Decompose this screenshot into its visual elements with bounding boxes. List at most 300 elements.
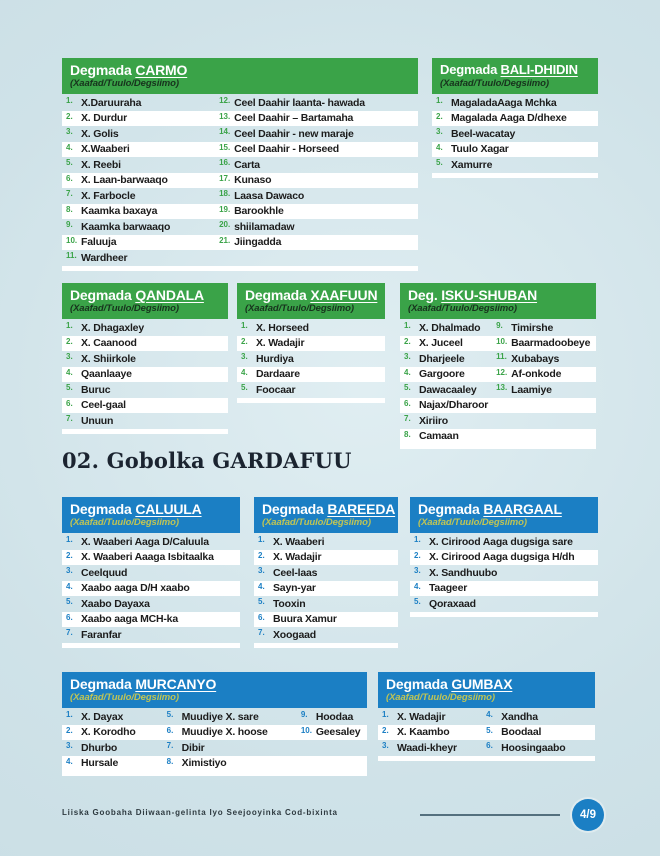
list-item <box>62 613 240 625</box>
list-row <box>400 429 596 445</box>
item-number: 1. <box>66 710 73 720</box>
item-name: Xandha <box>501 710 538 723</box>
list-item <box>62 112 215 124</box>
list-item <box>163 711 297 723</box>
item-number: 6. <box>404 399 411 408</box>
list-item <box>482 742 595 754</box>
list-row <box>432 126 598 142</box>
item-number: 3. <box>382 741 389 751</box>
item-name: X.Waaberi <box>81 143 130 156</box>
item-number: 2. <box>382 726 389 735</box>
item-number: 1. <box>66 96 73 106</box>
item-name: Qoraxaad <box>429 597 476 610</box>
section-qandala <box>62 283 228 434</box>
item-name: Jiingadda <box>234 236 282 249</box>
section-title: Degmada MURCANYO <box>70 676 217 692</box>
item-number: 6. <box>66 399 73 408</box>
list-item <box>62 399 228 411</box>
item-number: 12. <box>219 96 231 106</box>
item-name: X. Waaberi Aaaga Isbitaalka <box>81 551 214 564</box>
list-item <box>62 190 215 202</box>
list-row <box>254 612 398 628</box>
section-bali-dhidin <box>432 58 598 178</box>
list-item <box>62 536 240 548</box>
item-name: Muudiye X. sare <box>181 710 259 723</box>
item-name: Buura Xamur <box>273 613 337 626</box>
item-number: 3. <box>66 352 73 362</box>
item-name: Geesaley <box>315 726 361 739</box>
list-item <box>237 353 385 365</box>
item-name: Muudiye X. hoose <box>181 726 268 739</box>
list-item <box>410 598 598 610</box>
list-row <box>400 336 596 352</box>
item-name: X.Daruuraha <box>81 96 142 109</box>
item-number: 7. <box>66 414 73 424</box>
item-name: Hursale <box>81 757 119 770</box>
item-number: 4. <box>436 143 443 152</box>
section-bareeda-list <box>254 534 398 648</box>
list-item <box>62 384 228 396</box>
item-name: Beel-wacatay <box>451 127 516 140</box>
list-row <box>62 204 418 220</box>
list-item <box>62 159 215 171</box>
section-bareeda <box>254 497 398 648</box>
list-item <box>62 711 163 723</box>
item-name: Barookhle <box>234 205 284 218</box>
list-item <box>492 384 596 396</box>
item-name: Qaanlaaye <box>81 368 132 381</box>
list-row <box>62 756 367 772</box>
section-subtitle: (Xaafad/Tuulo/Degsiimo) <box>262 517 371 528</box>
list-item <box>410 582 598 594</box>
item-number: 20. <box>219 220 231 230</box>
list-row <box>62 627 240 643</box>
item-number: 1. <box>404 321 411 331</box>
list-item <box>62 353 228 365</box>
item-name: X. Waaberi Aaga D/Caluula <box>81 535 209 548</box>
item-number: 10. <box>66 236 78 245</box>
list-item <box>62 757 163 769</box>
item-number: 11. <box>66 251 77 261</box>
section-caluula-list <box>62 534 240 648</box>
item-name: X. Wadajir <box>256 337 305 350</box>
item-name: Xaabo Dayaxa <box>81 597 150 610</box>
item-number: 5. <box>66 597 73 607</box>
list-item <box>62 415 228 427</box>
section-baargaal-list <box>410 534 598 617</box>
list-row <box>237 367 385 383</box>
list-item <box>215 159 418 171</box>
list-item <box>410 551 598 563</box>
item-number: 9. <box>300 710 308 720</box>
section-subtitle: (Xaafad/Tuulo/Degsiimo) <box>70 78 179 89</box>
item-number: 14. <box>219 127 231 137</box>
item-number: 6. <box>486 741 493 751</box>
item-name: X. Farbocle <box>81 189 136 202</box>
list-item <box>254 582 398 594</box>
section-title: Degmada CARMO <box>70 62 188 78</box>
item-number: 13. <box>219 112 231 121</box>
item-name: X. Waaberi <box>273 535 325 548</box>
list-row <box>62 740 367 756</box>
item-name: Carta <box>234 158 260 171</box>
section-isku-shuban-header <box>400 283 596 319</box>
item-name: X. Dayax <box>81 710 124 723</box>
list-row <box>432 111 598 127</box>
item-number: 21. <box>219 236 231 245</box>
item-number: 4. <box>404 368 411 377</box>
section-xaafuun-header <box>237 283 385 319</box>
section-subtitle: (Xaafad/Tuulo/Degsiimo) <box>386 692 495 703</box>
item-name: X. Wadajir <box>397 710 446 723</box>
item-number: 3. <box>66 741 73 751</box>
section-subtitle: (Xaafad/Tuulo/Degsiimo) <box>70 303 179 314</box>
item-name: shiilamadaw <box>234 220 295 233</box>
list-row <box>237 351 385 367</box>
item-number: 2. <box>66 726 73 735</box>
list-item <box>62 629 240 641</box>
section-carmo-list <box>62 95 418 271</box>
list-item <box>400 337 492 349</box>
list-row <box>254 581 398 597</box>
item-name: Kaamka baxaya <box>81 205 158 218</box>
item-name: Xiriiro <box>419 414 448 427</box>
list-item <box>62 252 215 264</box>
list-row <box>62 581 240 597</box>
item-number: 4. <box>414 582 421 591</box>
section-carmo <box>62 58 418 271</box>
item-number: 2. <box>241 337 248 346</box>
list-item <box>62 97 215 109</box>
section-murcanyo <box>62 672 367 776</box>
list-item <box>215 221 418 233</box>
item-number: 3. <box>414 566 421 576</box>
item-number: 2. <box>258 551 265 560</box>
list-row <box>410 534 598 550</box>
list-item <box>400 430 492 442</box>
list-item <box>492 368 596 380</box>
section-subtitle: (Xaafad/Tuulo/Degsiimo) <box>408 303 517 314</box>
list-item <box>62 726 163 738</box>
list-item <box>62 128 215 140</box>
item-name: X. Reebi <box>81 158 121 171</box>
page-number-badge: 4/9 <box>572 799 604 831</box>
section-qandala-list <box>62 320 228 434</box>
section-baargaal-header <box>410 497 598 533</box>
list-row <box>62 336 228 352</box>
list-row <box>254 596 398 612</box>
list-item <box>254 598 398 610</box>
list-item <box>237 322 385 334</box>
list-item <box>62 174 215 186</box>
item-number: 7. <box>66 189 73 199</box>
section-title: Degmada QANDALA <box>70 287 204 303</box>
list-item <box>297 711 367 723</box>
list-item <box>254 629 398 641</box>
list-row <box>62 219 418 235</box>
section-murcanyo-list <box>62 709 367 776</box>
item-name: Faluuja <box>81 236 117 249</box>
footer-divider <box>420 814 560 816</box>
list-row <box>400 351 596 367</box>
list-item <box>400 399 492 411</box>
list-item <box>378 726 482 738</box>
item-name: Ceel-gaal <box>81 399 126 412</box>
list-row <box>62 367 228 383</box>
item-number: 2. <box>66 112 73 121</box>
item-number: 5. <box>66 383 73 393</box>
list-item <box>215 236 418 248</box>
section-gumbax-header <box>378 672 595 708</box>
item-number: 1. <box>414 535 421 545</box>
section-subtitle: (Xaafad/Tuulo/Degsiimo) <box>70 517 179 528</box>
list-item <box>492 337 596 349</box>
list-row <box>62 398 228 414</box>
item-name: Buruc <box>81 383 111 396</box>
list-row <box>378 740 595 756</box>
section-subtitle: (Xaafad/Tuulo/Degsiimo) <box>70 692 179 703</box>
list-row <box>410 581 598 597</box>
item-number: 3. <box>436 127 443 137</box>
item-number: 7. <box>66 628 73 638</box>
list-item <box>400 368 492 380</box>
item-name: Ceel Daahir laanta- hawada <box>234 96 365 109</box>
list-row <box>237 336 385 352</box>
item-number: 4. <box>241 368 248 377</box>
list-item <box>237 337 385 349</box>
list-row <box>62 188 418 204</box>
item-name: Ceel Daahir - new maraje <box>234 127 354 140</box>
section-caluula-header <box>62 497 240 533</box>
list-row <box>62 596 240 612</box>
list-item <box>400 415 492 427</box>
list-row <box>62 320 228 336</box>
item-name: Hoodaa <box>315 710 354 723</box>
region-title-gardafuu: 02. Gobolka GARDAFUU <box>62 448 352 473</box>
list-row <box>62 351 228 367</box>
list-item <box>62 551 240 563</box>
item-name: X. Cirirood Aaga dugsiga sare <box>429 535 573 548</box>
item-name: X. Kaambo <box>397 726 450 739</box>
item-name: Boodaal <box>501 726 542 739</box>
item-name: Ceel-laas <box>273 566 318 579</box>
section-xaafuun <box>237 283 385 403</box>
item-number: 12. <box>496 368 508 377</box>
section-title: Degmada CALUULA <box>70 501 202 517</box>
item-number: 8. <box>404 430 411 439</box>
item-name: X. Cirirood Aaga dugsiga H/dh <box>429 551 575 564</box>
item-name: Magalada Aaga D/dhexe <box>451 112 567 125</box>
item-number: 16. <box>219 158 231 168</box>
list-item <box>163 757 297 769</box>
item-number: 8. <box>166 757 174 766</box>
item-name: Laamiye <box>511 383 552 396</box>
item-number: 4. <box>66 582 73 591</box>
item-name: Waadi-kheyr <box>397 741 457 754</box>
list-item <box>215 112 418 124</box>
item-name: Dawacaaley <box>419 383 477 396</box>
list-item <box>215 97 418 109</box>
item-number: 9. <box>496 321 503 331</box>
item-name: Wardheer <box>81 251 128 264</box>
item-number: 5. <box>66 158 73 168</box>
item-number: 3. <box>404 352 411 362</box>
item-name: Camaan <box>419 430 459 443</box>
item-name: X. Wadajir <box>273 551 322 564</box>
list-row <box>62 612 240 628</box>
list-row <box>432 95 598 111</box>
item-name: X. Durdur <box>81 112 128 125</box>
item-number: 18. <box>219 189 231 199</box>
section-title: Degmada BALI-DHIDIN <box>440 62 578 77</box>
item-number: 6. <box>66 174 73 183</box>
list-item <box>254 613 398 625</box>
section-murcanyo-header <box>62 672 367 708</box>
item-number: 1. <box>66 321 73 331</box>
list-item <box>215 205 418 217</box>
list-row <box>432 142 598 158</box>
item-number: 5. <box>241 383 248 393</box>
item-name: X. Golis <box>81 127 119 140</box>
item-name: X. Horseed <box>256 321 309 334</box>
item-number: 10. <box>496 337 508 346</box>
section-qandala-header <box>62 283 228 319</box>
item-name: Gargoore <box>419 368 465 381</box>
section-carmo-header <box>62 58 418 94</box>
item-number: 5. <box>414 597 421 607</box>
list-row <box>254 565 398 581</box>
item-name: Ceelquud <box>81 566 128 579</box>
item-name: Ceel Daahir - Horseed <box>234 143 340 156</box>
list-row <box>62 173 418 189</box>
item-name: Dharjeele <box>419 352 465 365</box>
item-name: Najax/Dharoor <box>419 399 489 412</box>
list-item <box>254 536 398 548</box>
list-row <box>62 157 418 173</box>
item-number: 6. <box>258 613 265 622</box>
section-bali-dhidin-list <box>432 95 598 178</box>
item-name: Laasa Dawaco <box>234 189 305 202</box>
item-number: 9. <box>66 220 73 230</box>
section-title: Degmada BAARGAAL <box>418 501 562 517</box>
item-number: 3. <box>66 566 73 576</box>
footer-caption: Liiska Goobaha Diiwaan-gelinta Iyo Seejooyinka Cod-bixinta <box>62 808 338 817</box>
item-number: 1. <box>382 710 389 720</box>
list-item <box>482 726 595 738</box>
item-number: 5. <box>404 383 411 393</box>
item-name: Xaabo aaga D/H xaabo <box>81 582 190 595</box>
item-number: 2. <box>414 551 421 560</box>
list-row <box>62 550 240 566</box>
item-name: X. Caanood <box>81 337 137 350</box>
list-item <box>254 567 398 579</box>
list-row <box>62 250 418 266</box>
item-number: 6. <box>66 613 73 622</box>
section-gumbax <box>378 672 595 761</box>
list-item <box>62 205 215 217</box>
list-row <box>410 565 598 581</box>
list-item <box>378 711 482 723</box>
list-row <box>400 367 596 383</box>
item-name: MagaladaAaga Mchka <box>451 96 557 109</box>
list-item <box>400 322 492 334</box>
item-name: Foocaar <box>256 383 296 396</box>
list-item <box>432 112 598 124</box>
list-item <box>410 536 598 548</box>
list-item <box>62 221 215 233</box>
list-item <box>237 368 385 380</box>
list-row <box>237 320 385 336</box>
item-name: Baarmadoobeye <box>511 337 591 350</box>
list-item <box>400 353 492 365</box>
list-item <box>492 353 596 365</box>
item-name: Kunaso <box>234 174 272 187</box>
item-number: 4. <box>258 582 265 591</box>
item-name: Ceel Daahir – Bartamaha <box>234 112 354 125</box>
item-number: 2. <box>436 112 443 121</box>
list-row <box>410 596 598 612</box>
list-item <box>432 97 598 109</box>
list-item <box>215 174 418 186</box>
item-name: Timirshe <box>511 321 554 334</box>
item-number: 5. <box>166 710 174 720</box>
list-row <box>62 709 367 725</box>
item-number: 17. <box>219 174 231 183</box>
list-item <box>410 567 598 579</box>
list-row <box>400 382 596 398</box>
item-name: Hoosingaabo <box>501 741 566 754</box>
item-number: 1. <box>66 535 73 545</box>
item-name: Xoogaad <box>273 628 316 641</box>
list-row <box>62 142 418 158</box>
item-name: Hurdiya <box>256 352 294 365</box>
list-row <box>62 111 418 127</box>
item-number: 8. <box>66 205 73 214</box>
item-name: Faranfar <box>81 628 122 641</box>
section-title: Degmada GUMBAX <box>386 676 513 692</box>
item-number: 4. <box>66 143 73 152</box>
item-name: Af-onkode <box>511 368 562 381</box>
section-subtitle: (Xaafad/Tuulo/Degsiimo) <box>418 517 527 528</box>
section-xaafuun-list <box>237 320 385 403</box>
item-number: 19. <box>219 205 231 214</box>
list-item <box>378 742 482 754</box>
item-name: Dibir <box>181 741 205 754</box>
list-item <box>62 742 163 754</box>
item-number: 5. <box>486 726 493 735</box>
section-title: Degmada XAAFUUN <box>245 287 378 303</box>
item-name: Taageer <box>429 582 468 595</box>
item-number: 4. <box>66 757 73 766</box>
item-number: 3. <box>258 566 265 576</box>
list-item <box>432 159 598 171</box>
item-number: 6. <box>166 726 174 735</box>
list-item <box>297 726 367 738</box>
section-caluula <box>62 497 240 648</box>
item-number: 3. <box>241 352 248 362</box>
list-row <box>400 320 596 336</box>
list-item <box>432 128 598 140</box>
section-baargaal <box>410 497 598 617</box>
list-row <box>62 413 228 429</box>
item-number: 10. <box>300 726 312 735</box>
item-number: 13. <box>496 383 508 393</box>
item-name: Tooxin <box>273 597 306 610</box>
item-number: 7. <box>166 741 174 751</box>
item-number: 5. <box>436 158 443 168</box>
section-title: Degmada BAREEDA <box>262 501 396 517</box>
item-number: 15. <box>219 143 231 152</box>
